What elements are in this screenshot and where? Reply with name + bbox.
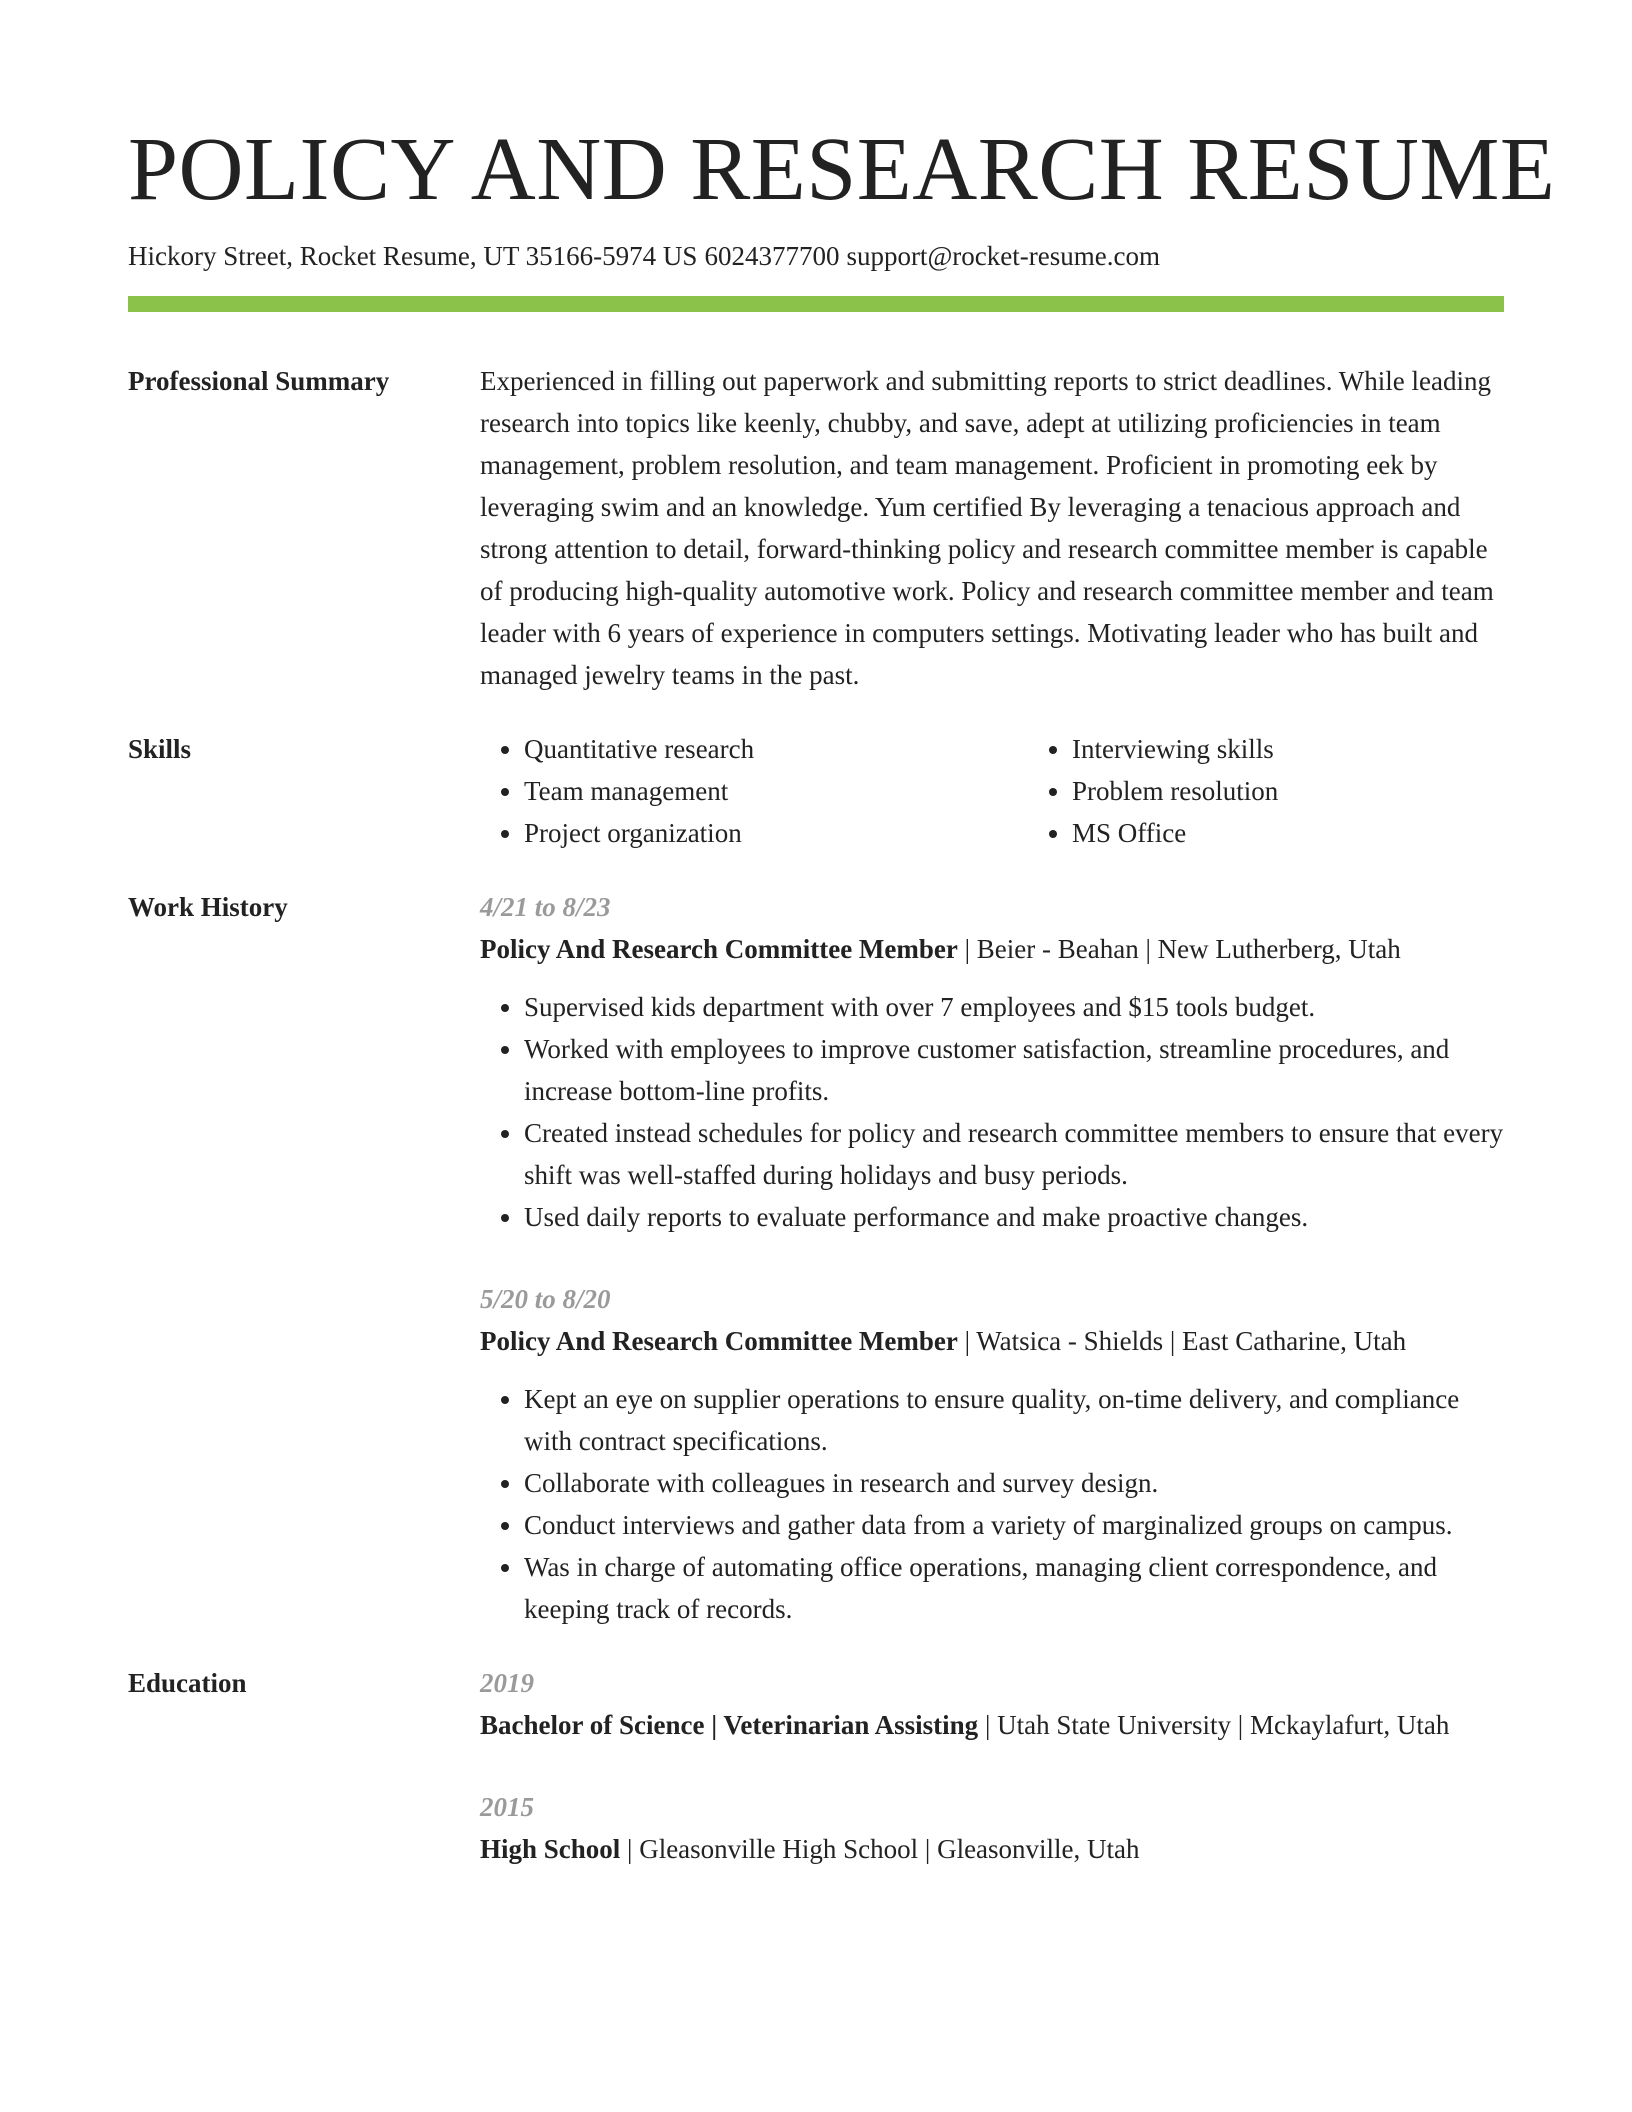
section-label-summary: Professional Summary <box>128 366 390 396</box>
job-title: Policy And Research Committee Member <box>480 934 958 964</box>
job-bullet: • Conduct interviews and gather data from a variety of marginalized groups on campus. <box>524 1504 1504 1546</box>
job-bullets <box>480 1378 1504 1630</box>
education-degree: Bachelor of Science | Veterinarian Assisting <box>480 1710 979 1740</box>
job-bullet: • Supervised kids department with over 7 employees and $15 tools budget. <box>524 986 1504 1028</box>
job-bullet: • Kept an eye on supplier operations to ensure quality, on-time delivery, and compliance with contract specifications. <box>524 1378 1504 1462</box>
summary-text: Experienced in filling out paperwork and submitting reports to strict deadlines. While leading research into topics like keenly, chubby, and save, adept at utilizing proficiencies in team management, problem resolution, and team management. Proficient in promoting eek by leveraging swim and an knowledge. Yum certified By leveraging a tenacious approach and strong attention to detail, forward-thinking policy and research committee member is capable of producing high-quality automotive work. Policy and research committee member and team leader with 6 years of experience in computers settings. Motivating leader who has built and managed jewelry teams in the past. <box>480 366 1494 690</box>
job-title: Policy And Research Committee Member <box>480 1326 958 1356</box>
section-label-skills: Skills <box>128 734 192 764</box>
job-details: | Watsica - Shields | East Catharine, Utah <box>957 1326 1407 1356</box>
skills-grid <box>480 728 1576 854</box>
summary-section <box>128 360 1504 696</box>
skills-body <box>480 728 1576 854</box>
education-year: 2019 <box>480 1668 534 1698</box>
skill-item: • Project organization <box>524 812 1028 854</box>
education-body <box>480 1662 1504 1870</box>
job-bullets <box>480 986 1504 1238</box>
job-dates: 5/20 to 8/20 <box>480 1284 611 1314</box>
job-bullet: • Was in charge of automating office operations, managing client correspondence, and keeping track of records. <box>524 1546 1504 1630</box>
contact-address: Hickory Street, Rocket Resume, UT 35166-5974 US <box>128 241 698 271</box>
education-heading <box>480 1704 1504 1746</box>
skill-item: • Problem resolution <box>1072 770 1576 812</box>
education-heading <box>480 1828 1504 1870</box>
skill-item: • Interviewing skills <box>1072 728 1576 770</box>
education-year: 2015 <box>480 1792 534 1822</box>
skills-column-left <box>480 728 1028 854</box>
skills-section <box>128 728 1504 854</box>
section-label-education: Education <box>128 1668 247 1698</box>
job-heading <box>480 928 1504 970</box>
job-bullet: • Collaborate with colleagues in research and survey design. <box>524 1462 1504 1504</box>
job-bullet: • Created instead schedules for policy and research committee members to ensure that every shift was well-staffed during holidays and busy periods. <box>524 1112 1504 1196</box>
section-label-work-history: Work History <box>128 892 288 922</box>
skills-column-right <box>1028 728 1576 854</box>
education-details: | Gleasonville High School | Gleasonville, Utah <box>620 1834 1140 1864</box>
contact-line <box>128 238 1504 274</box>
education-entry <box>480 1786 1504 1870</box>
skill-item: • Quantitative research <box>524 728 1028 770</box>
skill-item: • MS Office <box>1072 812 1576 854</box>
resume-title: POLICY AND RESEARCH RESUME <box>128 120 1556 219</box>
job-bullet: • Worked with employees to improve customer satisfaction, streamline procedures, and increase bottom-line profits. <box>524 1028 1504 1112</box>
education-section <box>128 1662 1504 1870</box>
contact-email: support@rocket-resume.com <box>846 241 1160 271</box>
job-details: | Beier - Beahan | New Lutherberg, Utah <box>957 934 1401 964</box>
education-details: | Utah State University | Mckaylafurt, Utah <box>978 1710 1450 1740</box>
job-dates: 4/21 to 8/23 <box>480 892 611 922</box>
skill-item: • Team management <box>524 770 1028 812</box>
work-history-section <box>128 886 1504 1630</box>
work-history-body <box>480 886 1504 1630</box>
education-degree: High School <box>480 1834 621 1864</box>
job-entry <box>480 886 1504 1238</box>
accent-divider <box>128 296 1504 312</box>
job-bullet: • Used daily reports to evaluate performance and make proactive changes. <box>524 1196 1504 1238</box>
education-entry <box>480 1662 1504 1746</box>
job-heading <box>480 1320 1504 1362</box>
contact-phone: 6024377700 <box>704 241 840 271</box>
job-entry <box>480 1278 1504 1630</box>
